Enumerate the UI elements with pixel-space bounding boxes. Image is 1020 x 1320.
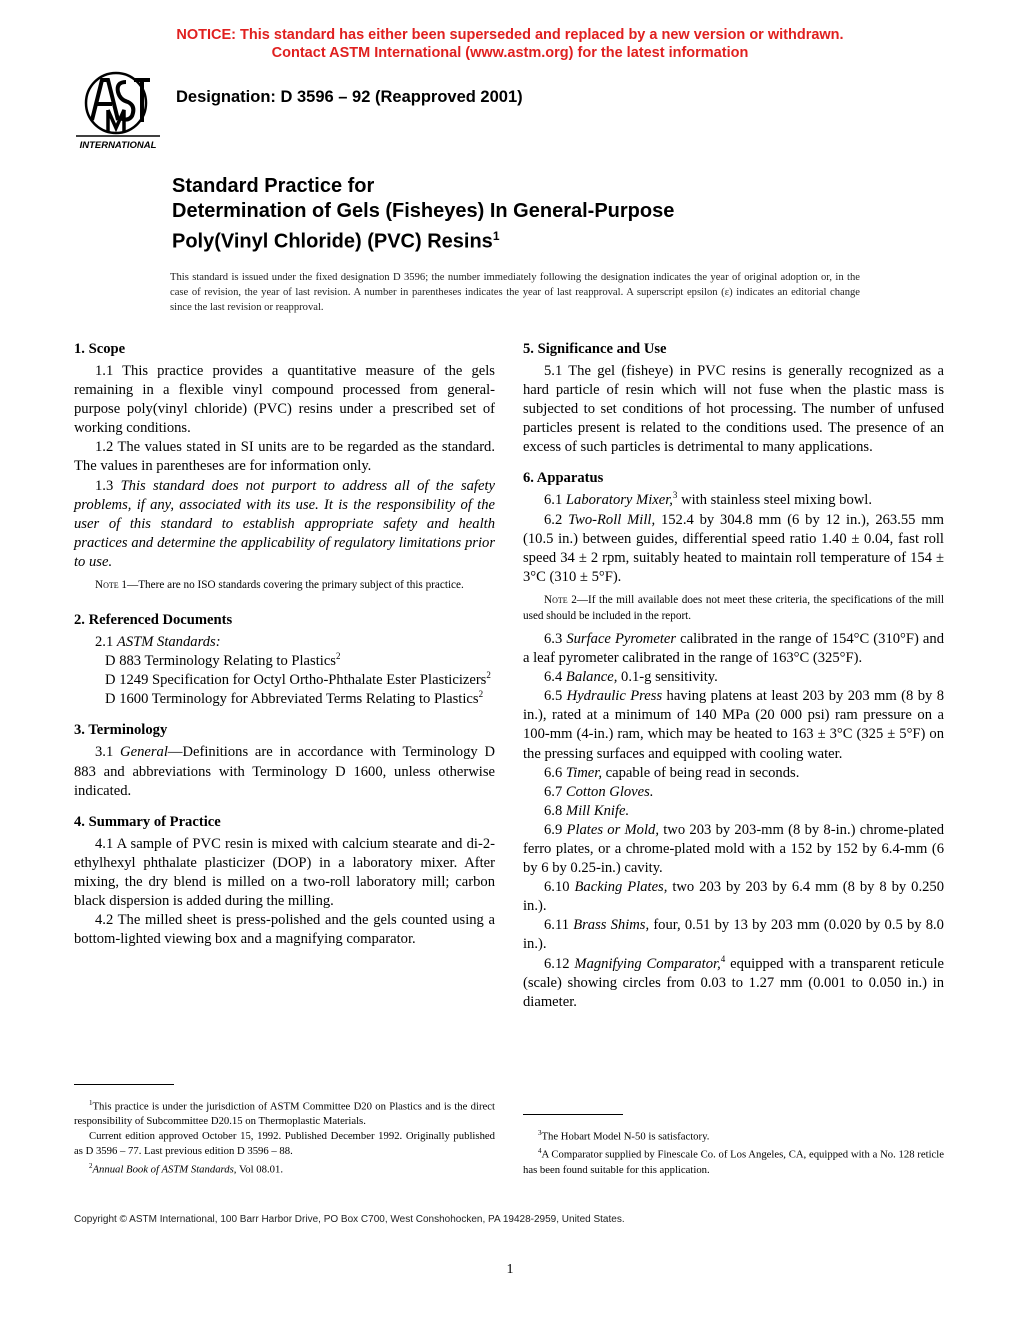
section-heading-significance: 5. Significance and Use — [523, 341, 667, 357]
apparatus-6-6: 6.6 Timer, capable of being read in seconds. — [544, 764, 800, 781]
apparatus-6-2: 6.2 Two-Roll Mill, 152.4 by 304.8 mm (6 by 12 in.), 263.55 mm (10.5 in.) between guides, differential speed ratio 1.40 ± 0.04, fast roll speed 34 ± 2 rpm, suitably heated to maintain roll temperature of 154 ± 3°C (310 ± 5°F). — [523, 511, 944, 585]
apparatus-6-5: 6.5 Hydraulic Press having platens at least 203 by 203 mm (8 by 8 in.), rated at a minimum of 140 MPa (20 000 psi) ram pressure on a 100-mm (4-in.) ram, which may be heated to 163 ± 3°C (325 ± 5°F) on the pressing surfaces and equipped with cooling water. — [523, 688, 944, 762]
apparatus-6-4: 6.4 Balance, 0.1-g sensitivity. — [544, 669, 718, 686]
notice-line-1: NOTICE: This standard has either been superseded and replaced by a new version or withdrawn. — [176, 27, 844, 43]
document-title — [172, 174, 952, 255]
paragraph-4-2: 4.2 The milled sheet is press-polished and the gels counted using a bottom-lighted viewing box and a magnifying comparator. — [74, 912, 495, 948]
notice-line-2: Contact ASTM International (www.astm.org) for the latest information — [271, 45, 749, 61]
footnote-1-continued: Current edition approved October 15, 1992. Published December 1992. Originally published as D 3596 – 77. Last previous edition D 3596 – 88. — [74, 1130, 495, 1157]
paragraph-1-2: 1.2 The values stated in SI units are to be regarded as the standard. The values in parentheses are for information only. — [74, 439, 495, 475]
paragraph-3-1: 3.1 General—Definitions are in accordance with Terminology D 883 and abbreviations with Terminology D 1600, unless otherwise indicated. — [74, 744, 496, 799]
footnotes-left — [74, 1096, 495, 1177]
logo-text: INTERNATIONAL — [79, 140, 157, 151]
apparatus-6-11: 6.11 Brass Shims, four, 0.51 by 13 by 203 mm (0.020 by 0.5 by 8.0 in.). — [523, 917, 944, 953]
section-heading-referenced-documents: 2. Referenced Documents — [74, 612, 233, 629]
intro-paragraph: This standard is issued under the fixed designation D 3596; the number immediately following the designation indicates the year of original adoption or, in the case of revision, the year of last revision. A number in parentheses indicates the year of last reapproval. A superscript epsilon (ε) indicates an editorial change since the last revision or reapproval. — [170, 272, 860, 313]
note-2: Note 2—If the mill available does not meet these criteria, the specifications of the mill used should be included in the report. — [523, 593, 944, 622]
right-column — [523, 340, 944, 1012]
copyright-line: Copyright © ASTM International, 100 Barr Harbor Drive, PO Box C700, West Conshohocken, PA 19428-2959, United States. — [74, 1214, 625, 1225]
apparatus-6-12: 6.12 Magnifying Comparator,$^4$ equipped with a transparent reticule (scale) showing circles from 0.03 to 1.27 mm (0.001 to 0.050 in.) in diameter. — [523, 953, 944, 1010]
title-footnote-mark: 1 — [492, 229, 500, 243]
title-line-1: Standard Practice for — [172, 175, 375, 197]
footnote-divider-right — [523, 1114, 623, 1115]
apparatus-6-7: 6.7 Cotton Gloves. — [544, 783, 654, 800]
note-1: Note 1—There are no ISO standards covering the primary subject of this practice. — [95, 579, 464, 592]
apparatus-6-3: 6.3 Surface Pyrometer calibrated in the range of 154°C (310°F) and a leaf pyrometer calibrated in the range of 163°C (325°F). — [523, 630, 944, 667]
title-line-2: Determination of Gels (Fisheyes) In General-Purpose — [172, 200, 675, 222]
notice-banner — [0, 26, 1020, 62]
footnote-2: $^2$Annual Book of ASTM Standards, Vol 08.01. — [89, 1161, 284, 1176]
apparatus-6-1: 6.1 Laboratory Mixer,$^3$ with stainless steel mixing bowl. — [544, 490, 872, 509]
footnotes-right — [523, 1126, 944, 1178]
footnote-1: $^1$This practice is under the jurisdiction of ASTM Committee D20 on Plastics and is the direct responsibility of Subcommittee D20.15 on Thermoplastic Materials. — [74, 1099, 495, 1128]
paragraph-1-3: 1.3 This standard does not purport to address all of the safety problems, if any, associated with its use. It is the responsibility of the user of this standard to establish appropriate safety and health practices and determine the applicability of regulatory limitations prior to use. — [74, 477, 495, 570]
reference-d1600: D 1600 Terminology for Abbreviated Terms Relating to Plastics$^2$ — [105, 689, 484, 708]
section-heading-apparatus: 6. Apparatus — [523, 470, 604, 487]
left-column — [74, 340, 495, 949]
section-heading-summary: 4. Summary of Practice — [74, 813, 221, 830]
footnote-divider-left — [74, 1084, 174, 1085]
reference-d883: D 883 Terminology Relating to Plastics$^2$ — [105, 651, 341, 670]
section-heading-terminology: 3. Terminology — [74, 722, 168, 739]
footnote-3: $^3$The Hobart Model N-50 is satisfactory. — [538, 1129, 710, 1143]
paragraph-4-1: 4.1 A sample of PVC resin is mixed with calcium stearate and di-2-ethylhexyl phthalate plasticizer (DOP) in a laboratory mixer. After mixing, the dry blend is milled on a two-roll laboratory mill; carbon black dispersion is added during the milling. — [74, 835, 495, 909]
page-number: 1 — [506, 1262, 514, 1277]
reference-d1249: D 1249 Specification for Octyl Ortho-Phthalate Ester Plasticizers$^2$ — [105, 670, 491, 689]
apparatus-6-8: 6.8 Mill Knife. — [544, 802, 630, 819]
astm-logo — [72, 70, 164, 156]
astm-logo-icon — [72, 70, 164, 156]
paragraph-5-1: 5.1 The gel (fisheye) in PVC resins is generally recognized as a hard particle of resin which will not fuse when the plastic mass is subjected to set conditions of hot processing. The number of unfused particles present is related to the conditions used. The presence of an excess of such particles is detrimental to many applications. — [523, 363, 944, 456]
title-line-3: Poly(Vinyl Chloride) (PVC) Resins$^1$ — [172, 229, 500, 253]
apparatus-6-9: 6.9 Plates or Mold, two 203 by 203-mm (8 by 8-in.) chrome-plated ferro plates, or a chrome-plated mold with a 152 by 152 by 6.4-mm (6 by 6 by 0.25-in.) cavity. — [523, 821, 944, 877]
designation: Designation: D 3596 – 92 (Reapproved 2001) — [176, 88, 523, 106]
apparatus-6-10: 6.10 Backing Plates, two 203 by 203 by 6.4 mm (8 by 8 by 0.250 in.). — [523, 879, 944, 915]
paragraph-1-1: 1.1 This practice provides a quantitative measure of the gels remaining in a flexible vinyl compound processed from general-purpose poly(vinyl chloride) (PVC) resins under a prescribed set of working conditions. — [74, 363, 495, 437]
footnote-4: $^4$A Comparator supplied by Finescale Co. of Los Angeles, CA, equipped with a No. 128 reticle has been found suitable for this application. — [523, 1147, 944, 1176]
paragraph-2-1: 2.1 ASTM Standards: — [95, 634, 221, 651]
section-heading-scope: 1. Scope — [74, 341, 126, 357]
